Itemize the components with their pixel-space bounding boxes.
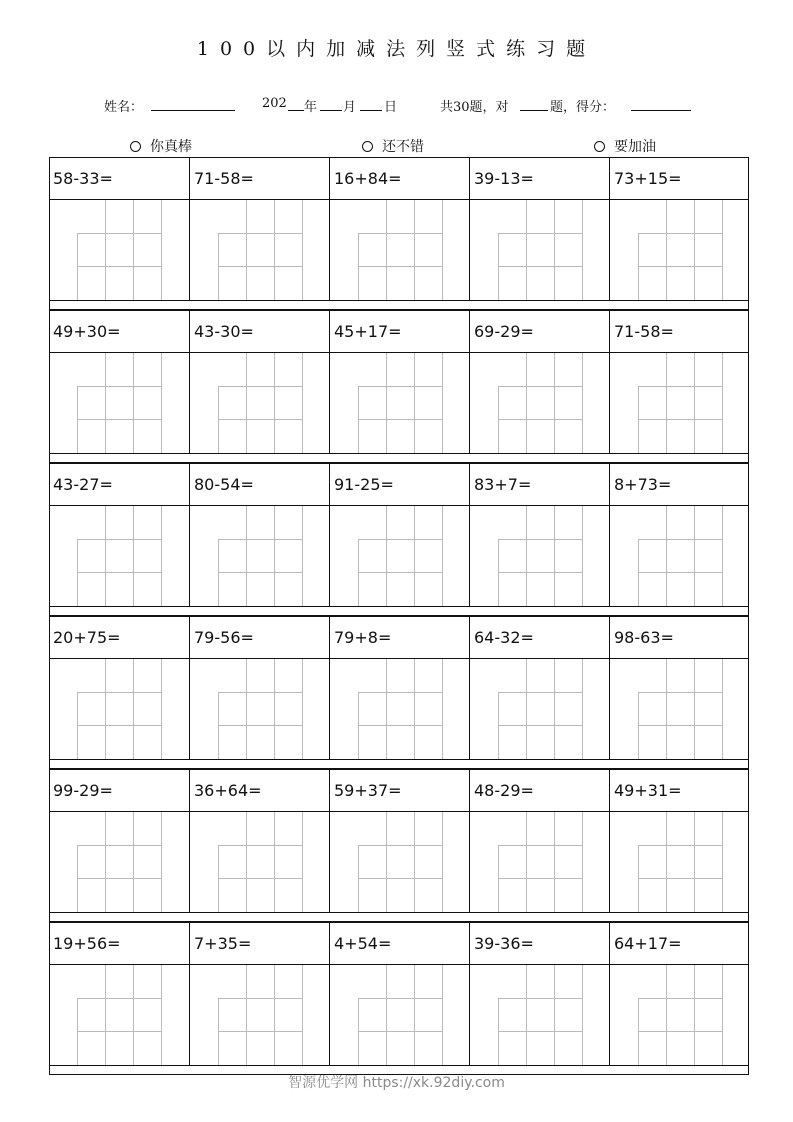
calc-grid-hline <box>498 572 582 573</box>
calc-grid-vline <box>526 965 527 1065</box>
calc-grid-hline <box>218 233 302 234</box>
problem-cell <box>609 310 749 454</box>
calc-grid-vline <box>386 506 387 606</box>
vertical-calc-grid[interactable] <box>358 200 442 301</box>
calc-grid-vline <box>582 965 583 1065</box>
vertical-calc-grid[interactable] <box>77 506 161 607</box>
problem-row <box>49 463 749 607</box>
problem-expression: 59+37= <box>334 781 402 800</box>
vertical-calc-grid[interactable] <box>77 812 161 913</box>
radio-circle-icon[interactable] <box>130 141 141 152</box>
problem-cell <box>469 616 609 760</box>
problem-expression: 73+15= <box>614 169 682 188</box>
problem-cell <box>329 616 469 760</box>
year-label: 年 <box>304 100 318 115</box>
calc-grid-vline <box>414 506 415 606</box>
problem-cell <box>469 922 609 1066</box>
calc-grid-vline <box>722 659 723 759</box>
vertical-calc-grid[interactable] <box>498 812 582 913</box>
radio-circle-icon[interactable] <box>362 141 373 152</box>
calc-grid-hline <box>358 539 442 540</box>
calc-grid-hline <box>218 692 302 693</box>
calc-grid-hline <box>638 233 722 234</box>
problem-row <box>49 157 749 301</box>
problem-expression: 7+35= <box>194 934 252 953</box>
problem-cell <box>469 310 609 454</box>
calc-grid-hline <box>498 266 582 267</box>
vertical-calc-grid[interactable] <box>638 965 722 1066</box>
problem-cell <box>469 157 609 301</box>
calc-grid-vline <box>442 353 443 453</box>
vertical-calc-grid[interactable] <box>218 965 302 1066</box>
calc-grid-vline <box>694 965 695 1065</box>
calc-grid-vline <box>105 659 106 759</box>
problem-cell <box>329 463 469 607</box>
calc-grid-hline <box>218 998 302 999</box>
problem-cell <box>189 157 329 301</box>
problem-expression: 58-33= <box>53 169 113 188</box>
day-label: 日 <box>384 100 398 115</box>
calc-grid-vline <box>722 812 723 912</box>
calc-grid-hline <box>77 878 161 879</box>
calc-grid-hline <box>638 998 722 999</box>
calc-grid-hline <box>358 845 442 846</box>
problem-cell <box>49 922 189 1066</box>
score-label: 题，得分： <box>550 100 616 115</box>
calc-grid-hline <box>638 878 722 879</box>
problem-expression: 83+7= <box>474 475 532 494</box>
problem-cell <box>49 463 189 607</box>
calc-grid-hline <box>638 845 722 846</box>
problem-expression: 71-58= <box>614 322 674 341</box>
calc-grid-hline <box>498 539 582 540</box>
calc-grid-vline <box>386 812 387 912</box>
calc-grid-vline <box>133 353 134 453</box>
calc-grid-vline <box>582 506 583 606</box>
problem-expression: 36+64= <box>194 781 262 800</box>
name-label: 姓名： <box>104 100 144 115</box>
calc-grid-vline <box>526 506 527 606</box>
calc-grid-hline <box>77 419 161 420</box>
vertical-calc-grid[interactable] <box>218 659 302 760</box>
calc-grid-vline <box>246 506 247 606</box>
problem-expression: 16+84= <box>334 169 402 188</box>
calc-grid-vline <box>582 659 583 759</box>
calc-grid-hline <box>498 725 582 726</box>
calc-grid-hline <box>638 419 722 420</box>
problem-cell <box>609 157 749 301</box>
calc-grid-hline <box>498 233 582 234</box>
calc-grid-hline <box>218 725 302 726</box>
problem-cell <box>329 922 469 1066</box>
calc-grid-vline <box>302 965 303 1065</box>
problem-cell <box>609 463 749 607</box>
calc-grid-hline <box>358 386 442 387</box>
rating-label: 你真棒 <box>150 139 192 155</box>
calc-grid-vline <box>554 200 555 300</box>
vertical-calc-grid[interactable] <box>218 506 302 607</box>
vertical-calc-grid[interactable] <box>77 200 161 301</box>
calc-grid-hline <box>638 266 722 267</box>
calc-grid-hline <box>358 233 442 234</box>
problem-cell <box>189 922 329 1066</box>
vertical-calc-grid[interactable] <box>358 659 442 760</box>
calc-grid-vline <box>274 353 275 453</box>
problem-cell <box>189 463 329 607</box>
calc-grid-hline <box>638 572 722 573</box>
problem-cell <box>49 310 189 454</box>
problem-expression: 8+73= <box>614 475 672 494</box>
calc-grid-vline <box>161 965 162 1065</box>
calc-grid-vline <box>582 200 583 300</box>
calc-grid-vline <box>161 200 162 300</box>
calc-grid-vline <box>161 659 162 759</box>
calc-grid-hline <box>498 998 582 999</box>
calc-grid-vline <box>414 812 415 912</box>
calc-grid-vline <box>442 506 443 606</box>
calc-grid-hline <box>498 878 582 879</box>
calc-grid-hline <box>638 692 722 693</box>
problem-expression: 64+17= <box>614 934 682 953</box>
calc-grid-hline <box>358 419 442 420</box>
vertical-calc-grid[interactable] <box>358 506 442 607</box>
calc-grid-vline <box>105 506 106 606</box>
calc-grid-vline <box>274 506 275 606</box>
calc-grid-vline <box>414 965 415 1065</box>
calc-grid-vline <box>105 812 106 912</box>
calc-grid-hline <box>498 1031 582 1032</box>
calc-grid-hline <box>218 878 302 879</box>
calc-grid-vline <box>666 353 667 453</box>
calc-grid-vline <box>274 812 275 912</box>
calc-grid-vline <box>105 965 106 1065</box>
problem-cell <box>609 616 749 760</box>
calc-grid-vline <box>133 812 134 912</box>
vertical-calc-grid[interactable] <box>638 659 722 760</box>
calc-grid-vline <box>554 353 555 453</box>
problem-expression: 49+31= <box>614 781 682 800</box>
calc-grid-hline <box>218 572 302 573</box>
calc-grid-vline <box>386 353 387 453</box>
calc-grid-hline <box>77 725 161 726</box>
calc-grid-vline <box>722 200 723 300</box>
calc-grid-vline <box>302 200 303 300</box>
calc-grid-hline <box>77 386 161 387</box>
problem-expression: 79-56= <box>194 628 254 647</box>
problem-expression: 48-29= <box>474 781 534 800</box>
vertical-calc-grid[interactable] <box>638 812 722 913</box>
problem-expression: 99-29= <box>53 781 113 800</box>
problem-cell <box>469 769 609 913</box>
calc-grid-hline <box>358 266 442 267</box>
rating-label: 还不错 <box>382 139 424 155</box>
calc-grid-vline <box>442 812 443 912</box>
calc-grid-hline <box>218 539 302 540</box>
calc-grid-vline <box>386 965 387 1065</box>
rating-option-great[interactable] <box>130 136 192 156</box>
problem-expression: 71-58= <box>194 169 254 188</box>
problem-expression: 79+8= <box>334 628 392 647</box>
calc-grid-vline <box>694 353 695 453</box>
calc-grid-vline <box>526 659 527 759</box>
calc-grid-vline <box>442 659 443 759</box>
rating-option-good[interactable] <box>362 136 424 156</box>
problem-cell <box>49 157 189 301</box>
problem-expression: 39-13= <box>474 169 534 188</box>
calc-grid-vline <box>133 506 134 606</box>
vertical-calc-grid[interactable] <box>218 812 302 913</box>
calc-grid-vline <box>246 965 247 1065</box>
vertical-calc-grid[interactable] <box>358 812 442 913</box>
calc-grid-vline <box>554 812 555 912</box>
footer-watermark: 智源优学网 https://xk.92diy.com <box>288 1075 505 1091</box>
calc-grid-hline <box>638 539 722 540</box>
vertical-calc-grid[interactable] <box>358 353 442 454</box>
calc-grid-vline <box>582 812 583 912</box>
calc-grid-hline <box>498 419 582 420</box>
calc-grid-vline <box>722 506 723 606</box>
vertical-calc-grid[interactable] <box>77 353 161 454</box>
month-label: 月 <box>343 100 357 115</box>
calc-grid-hline <box>498 386 582 387</box>
calc-grid-vline <box>414 353 415 453</box>
calc-grid-hline <box>638 1031 722 1032</box>
problem-cell <box>329 310 469 454</box>
calc-grid-hline <box>498 692 582 693</box>
calc-grid-hline <box>498 845 582 846</box>
calc-grid-vline <box>302 353 303 453</box>
problem-row <box>49 922 749 1066</box>
calc-grid-vline <box>105 353 106 453</box>
calc-grid-vline <box>694 812 695 912</box>
rating-label: 要加油 <box>614 139 656 155</box>
problem-expression: 43-27= <box>53 475 113 494</box>
calc-grid-hline <box>77 539 161 540</box>
problem-expression: 19+56= <box>53 934 121 953</box>
total-label: 共30题，对 <box>440 100 509 115</box>
calc-grid-hline <box>218 386 302 387</box>
calc-grid-vline <box>133 659 134 759</box>
calc-grid-vline <box>161 353 162 453</box>
calc-grid-hline <box>358 572 442 573</box>
problem-expression: 98-63= <box>614 628 674 647</box>
problem-expression: 39-36= <box>474 934 534 953</box>
vertical-calc-grid[interactable] <box>498 965 582 1066</box>
calc-grid-vline <box>414 200 415 300</box>
problem-expression: 4+54= <box>334 934 392 953</box>
problem-expression: 43-30= <box>194 322 254 341</box>
year-prefix: 202 <box>262 96 287 111</box>
calc-grid-vline <box>554 965 555 1065</box>
calc-grid-vline <box>302 506 303 606</box>
calc-grid-hline <box>218 845 302 846</box>
calc-grid-hline <box>218 1031 302 1032</box>
calc-grid-vline <box>666 506 667 606</box>
calc-grid-vline <box>246 659 247 759</box>
vertical-calc-grid[interactable] <box>638 353 722 454</box>
vertical-calc-grid[interactable] <box>638 506 722 607</box>
calc-grid-vline <box>386 659 387 759</box>
calc-grid-vline <box>302 659 303 759</box>
calc-grid-vline <box>666 812 667 912</box>
calc-grid-hline <box>77 692 161 693</box>
calc-grid-vline <box>666 965 667 1065</box>
calc-grid-hline <box>638 725 722 726</box>
calc-grid-vline <box>274 200 275 300</box>
vertical-calc-grid[interactable] <box>498 353 582 454</box>
problem-expression: 69-29= <box>474 322 534 341</box>
calc-grid-vline <box>666 659 667 759</box>
calc-grid-vline <box>554 659 555 759</box>
radio-circle-icon[interactable] <box>594 141 605 152</box>
calc-grid-hline <box>77 572 161 573</box>
calc-grid-hline <box>358 1031 442 1032</box>
vertical-calc-grid[interactable] <box>77 965 161 1066</box>
problem-expression: 49+30= <box>53 322 121 341</box>
calc-grid-hline <box>77 998 161 999</box>
calc-grid-vline <box>554 506 555 606</box>
calc-grid-vline <box>694 200 695 300</box>
vertical-calc-grid[interactable] <box>77 659 161 760</box>
problem-row <box>49 616 749 760</box>
problem-cell <box>329 157 469 301</box>
calc-grid-hline <box>77 233 161 234</box>
problem-cell <box>49 769 189 913</box>
calc-grid-hline <box>358 998 442 999</box>
vertical-calc-grid[interactable] <box>498 506 582 607</box>
problem-cell <box>49 616 189 760</box>
problem-expression: 80-54= <box>194 475 254 494</box>
vertical-calc-grid[interactable] <box>498 659 582 760</box>
calc-grid-vline <box>274 965 275 1065</box>
calc-grid-hline <box>358 725 442 726</box>
calc-grid-hline <box>638 386 722 387</box>
rating-option-try-harder[interactable] <box>594 136 656 156</box>
problem-cell <box>469 463 609 607</box>
calc-grid-vline <box>302 812 303 912</box>
calc-grid-vline <box>246 200 247 300</box>
calc-grid-vline <box>246 812 247 912</box>
calc-grid-vline <box>105 200 106 300</box>
calc-grid-vline <box>161 812 162 912</box>
calc-grid-vline <box>386 200 387 300</box>
problem-expression: 20+75= <box>53 628 121 647</box>
calc-grid-vline <box>526 812 527 912</box>
calc-grid-hline <box>358 692 442 693</box>
calc-grid-vline <box>694 659 695 759</box>
calc-grid-vline <box>722 353 723 453</box>
calc-grid-vline <box>722 965 723 1065</box>
problem-cell <box>189 310 329 454</box>
vertical-calc-grid[interactable] <box>358 965 442 1066</box>
problem-expression: 64-32= <box>474 628 534 647</box>
vertical-calc-grid[interactable] <box>638 200 722 301</box>
problem-cell <box>609 922 749 1066</box>
calc-grid-hline <box>218 419 302 420</box>
problem-expression: 45+17= <box>334 322 402 341</box>
calc-grid-hline <box>77 266 161 267</box>
calc-grid-vline <box>694 506 695 606</box>
calc-grid-vline <box>526 200 527 300</box>
problem-cell <box>329 769 469 913</box>
calc-grid-vline <box>161 506 162 606</box>
calc-grid-vline <box>582 353 583 453</box>
calc-grid-hline <box>77 845 161 846</box>
calc-grid-vline <box>442 965 443 1065</box>
calc-grid-hline <box>77 1031 161 1032</box>
problem-cell <box>189 769 329 913</box>
vertical-calc-grid[interactable] <box>218 353 302 454</box>
calc-grid-vline <box>414 659 415 759</box>
calc-grid-vline <box>666 200 667 300</box>
vertical-calc-grid[interactable] <box>498 200 582 301</box>
problem-row <box>49 310 749 454</box>
problem-cell <box>609 769 749 913</box>
calc-grid-hline <box>218 266 302 267</box>
calc-grid-hline <box>358 878 442 879</box>
calc-grid-vline <box>133 200 134 300</box>
problem-expression: 91-25= <box>334 475 394 494</box>
problem-row <box>49 769 749 913</box>
calc-grid-vline <box>442 200 443 300</box>
vertical-calc-grid[interactable] <box>218 200 302 301</box>
calc-grid-vline <box>526 353 527 453</box>
problem-cell <box>189 616 329 760</box>
calc-grid-vline <box>133 965 134 1065</box>
calc-grid-vline <box>274 659 275 759</box>
page-title: 100以内加减法列竖式练习题 <box>196 38 597 60</box>
calc-grid-vline <box>246 353 247 453</box>
